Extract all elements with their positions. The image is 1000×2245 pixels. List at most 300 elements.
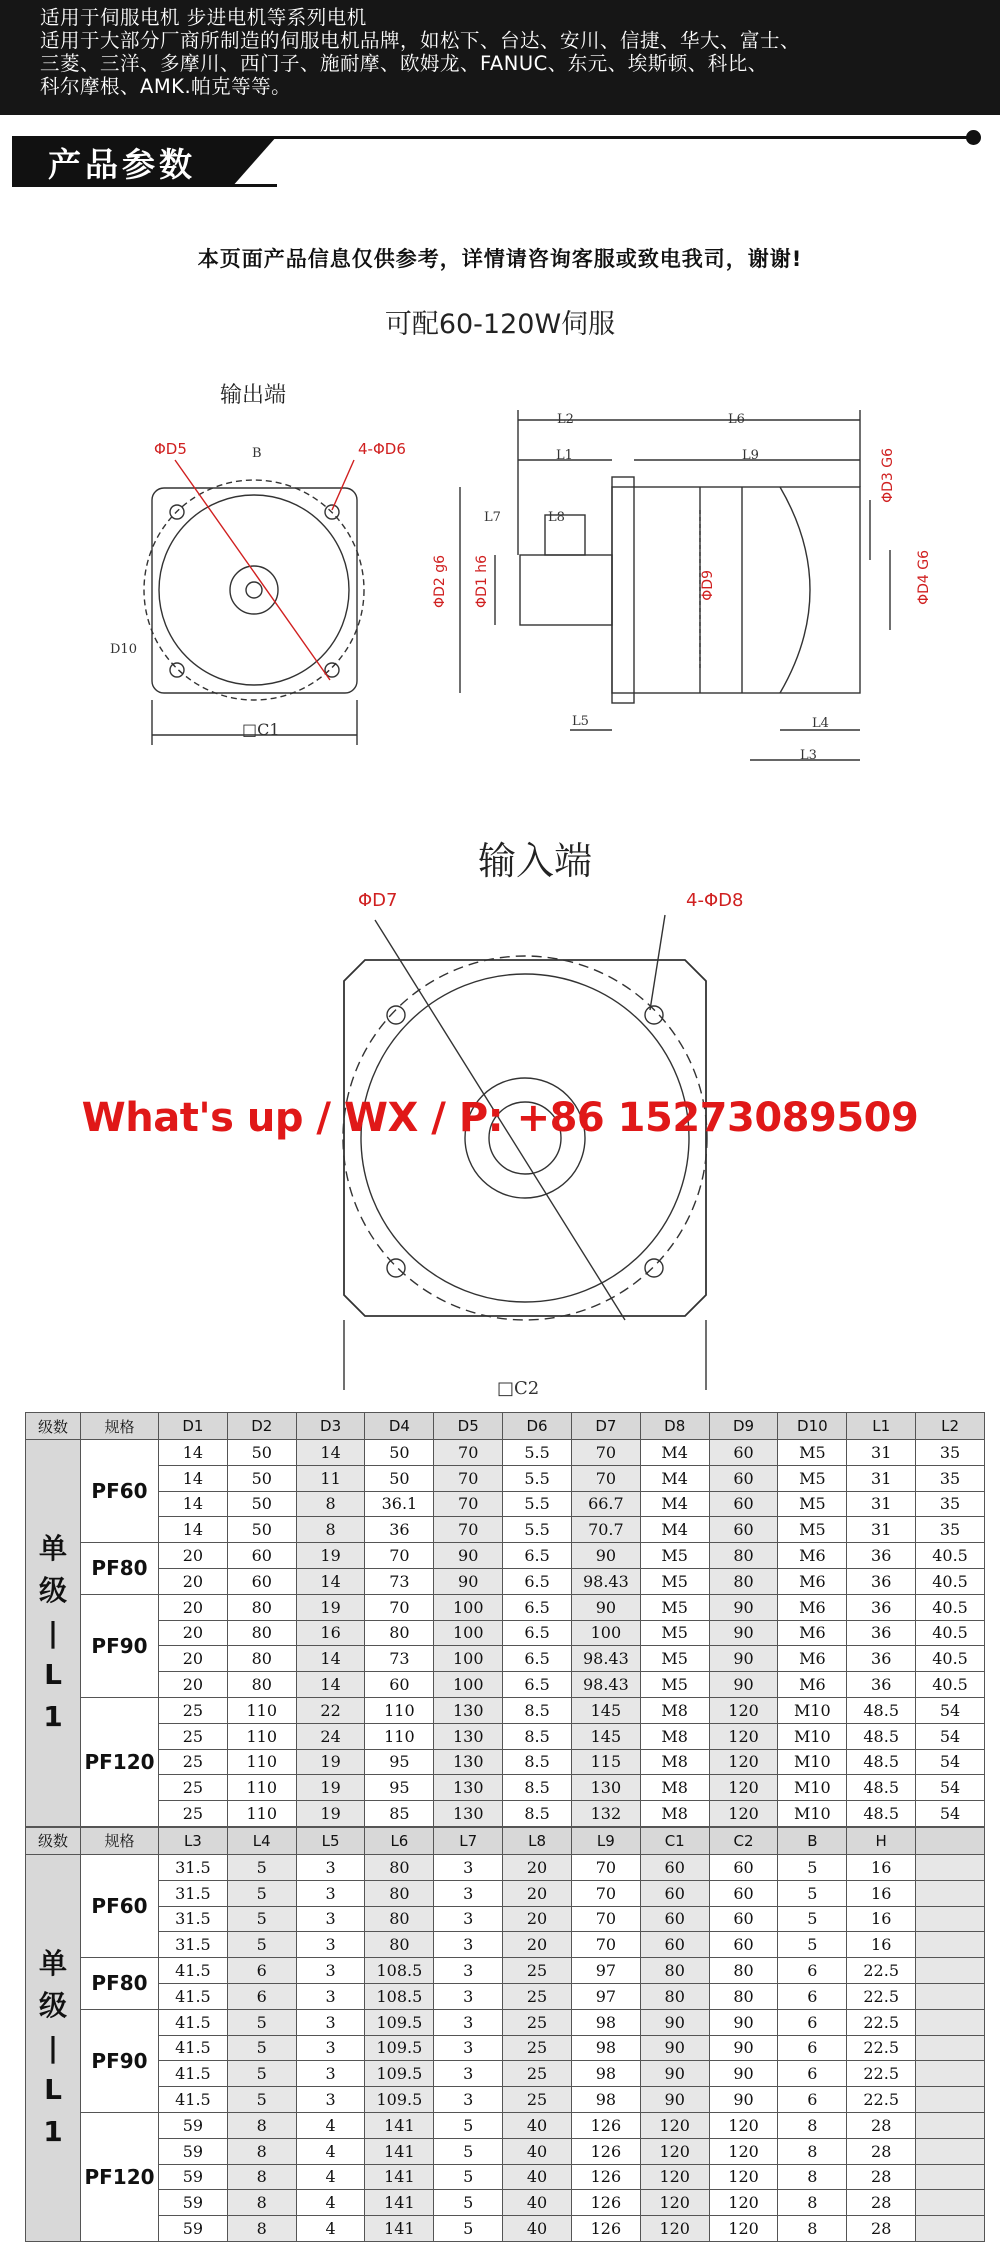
table-cell: 50	[365, 1465, 434, 1491]
table-cell: 8	[778, 2112, 847, 2138]
table-cell: 120	[709, 2164, 778, 2190]
table-cell: 3	[296, 2061, 365, 2087]
table-cell: 8	[227, 2190, 296, 2216]
table-cell: M6	[778, 1646, 847, 1672]
table-cell: 31	[847, 1465, 916, 1491]
table-cell: 98.43	[571, 1646, 640, 1672]
table-cell: 5	[434, 2216, 503, 2242]
table-cell: 126	[571, 2138, 640, 2164]
table-cell: 5	[227, 2035, 296, 2061]
d6-leader	[332, 460, 354, 510]
table-cell: 3	[296, 1983, 365, 2009]
table-cell: 8.5	[503, 1775, 572, 1801]
output-body-circle	[159, 495, 349, 685]
table-cell: 8	[227, 2112, 296, 2138]
table-cell: 70	[571, 1880, 640, 1906]
table-cell: 90	[709, 1620, 778, 1646]
column-header: L6	[365, 1827, 434, 1854]
table-row	[26, 1465, 985, 1491]
stage-label: 单 级 | L 1	[26, 1854, 81, 2241]
table-cell: 59	[159, 2190, 228, 2216]
table-cell: 16	[847, 1932, 916, 1958]
input-caption: 输入端	[478, 839, 593, 883]
table-cell: M10	[778, 1749, 847, 1775]
table-row	[26, 2061, 985, 2087]
column-header: D7	[571, 1413, 640, 1440]
table-cell: 98	[571, 2009, 640, 2035]
table-cell: 141	[365, 2112, 434, 2138]
table-cell: 8	[778, 2138, 847, 2164]
table-cell: 41.5	[159, 2061, 228, 2087]
table-cell	[916, 1854, 985, 1880]
table-cell: 6.5	[503, 1594, 572, 1620]
table-cell: 40	[503, 2138, 572, 2164]
table-cell	[916, 2164, 985, 2190]
label-l5: L5	[572, 714, 589, 729]
table-header-row	[26, 1413, 985, 1440]
table-row	[26, 1958, 985, 1984]
compatibility-subtitle: 可配60-120W伺服	[384, 309, 616, 340]
table-cell: 70	[434, 1465, 503, 1491]
table-cell: 40.5	[916, 1543, 985, 1569]
table-cell: 28	[847, 2190, 916, 2216]
table-cell: 60	[709, 1491, 778, 1517]
table-cell: 90	[709, 1646, 778, 1672]
table-cell: 80	[365, 1880, 434, 1906]
table-cell: 60	[640, 1906, 709, 1932]
label-d2: ΦD2 g6	[432, 555, 448, 608]
column-header: D8	[640, 1413, 709, 1440]
table-cell: M6	[778, 1672, 847, 1698]
table-cell: 120	[640, 2112, 709, 2138]
table-cell: 8	[296, 1491, 365, 1517]
label-d5: ΦD5	[154, 440, 187, 458]
table-cell: M4	[640, 1517, 709, 1543]
table-cell: 3	[434, 2061, 503, 2087]
table-cell: 70	[571, 1854, 640, 1880]
table-cell: M5	[640, 1543, 709, 1569]
table-cell: 130	[434, 1723, 503, 1749]
table-row	[26, 1697, 985, 1723]
table-cell: 19	[296, 1594, 365, 1620]
table-cell: 36	[847, 1672, 916, 1698]
column-header: 规格	[81, 1413, 159, 1440]
table-cell: 3	[434, 2009, 503, 2035]
table-cell: M6	[778, 1543, 847, 1569]
table-cell: M10	[778, 1697, 847, 1723]
table-cell: 3	[434, 1854, 503, 1880]
table-cell: 120	[640, 2138, 709, 2164]
table-cell: 48.5	[847, 1775, 916, 1801]
table-cell: M8	[640, 1723, 709, 1749]
table-cell: 8.5	[503, 1749, 572, 1775]
table-cell: 48.5	[847, 1697, 916, 1723]
table-cell: 3	[296, 1880, 365, 1906]
table-cell: 110	[227, 1775, 296, 1801]
output-pcd-circle	[144, 480, 364, 700]
side-shaft	[520, 555, 612, 625]
table-cell: 6	[778, 2061, 847, 2087]
table-row	[26, 2190, 985, 2216]
table-cell: 90	[640, 2061, 709, 2087]
table-cell: 54	[916, 1775, 985, 1801]
table-cell: 20	[159, 1646, 228, 1672]
table-cell: 70	[571, 1440, 640, 1466]
label-l6: L6	[728, 412, 745, 427]
table-cell: 120	[709, 1697, 778, 1723]
model-cell: PF90	[81, 2009, 159, 2112]
column-header: D6	[503, 1413, 572, 1440]
table-cell: 6.5	[503, 1568, 572, 1594]
table-cell: 6.5	[503, 1646, 572, 1672]
table-cell: 90	[434, 1568, 503, 1594]
table-cell: 35	[916, 1465, 985, 1491]
table-cell: 3	[434, 2087, 503, 2113]
table-cell: 70	[434, 1517, 503, 1543]
table-cell: 130	[434, 1749, 503, 1775]
table-cell: 97	[571, 1958, 640, 1984]
column-header: 级数	[26, 1827, 81, 1854]
label-l3: L3	[800, 748, 817, 763]
table-cell: 3	[296, 2087, 365, 2113]
column-header: B	[778, 1827, 847, 1854]
table-cell: 132	[571, 1801, 640, 1827]
table-cell: 60	[709, 1440, 778, 1466]
table-cell: 70	[571, 1465, 640, 1491]
table-cell: 8	[778, 2190, 847, 2216]
table-cell: 14	[159, 1491, 228, 1517]
spec-table-2	[25, 1827, 985, 2242]
table-row	[26, 1517, 985, 1543]
table-cell: 98.43	[571, 1568, 640, 1594]
table-cell: 28	[847, 2138, 916, 2164]
table-cell: 126	[571, 2190, 640, 2216]
table-cell: 5	[778, 1880, 847, 1906]
table-cell: 126	[571, 2164, 640, 2190]
table-cell: 80	[365, 1906, 434, 1932]
column-header: H	[847, 1827, 916, 1854]
table-cell: 54	[916, 1723, 985, 1749]
table-cell	[916, 2190, 985, 2216]
table-cell: 41.5	[159, 1983, 228, 2009]
table-cell: 60	[709, 1465, 778, 1491]
table-cell: 80	[365, 1932, 434, 1958]
table-cell: 80	[640, 1958, 709, 1984]
table-cell: 80	[365, 1854, 434, 1880]
table-cell: 100	[434, 1594, 503, 1620]
table-cell: 6.5	[503, 1543, 572, 1569]
table-cell: 60	[227, 1568, 296, 1594]
table-cell: 120	[709, 2190, 778, 2216]
table-cell: 6	[778, 2009, 847, 2035]
table-cell: 110	[227, 1749, 296, 1775]
table-cell: 3	[434, 1880, 503, 1906]
table-cell: 3	[434, 1958, 503, 1984]
table-cell: M10	[778, 1775, 847, 1801]
table-cell: 50	[227, 1465, 296, 1491]
table-cell: 60	[709, 1517, 778, 1543]
output-center-circle	[246, 582, 262, 598]
table-cell: 19	[296, 1543, 365, 1569]
table-cell: 31	[847, 1491, 916, 1517]
table-cell: 120	[709, 1801, 778, 1827]
table-cell: 120	[709, 2138, 778, 2164]
table-cell: 108.5	[365, 1983, 434, 2009]
table-cell: 80	[709, 1983, 778, 2009]
table-cell	[916, 2087, 985, 2113]
table-cell: 70	[571, 1906, 640, 1932]
table-cell: 120	[709, 2216, 778, 2242]
table-cell: 120	[640, 2190, 709, 2216]
table-cell: 3	[434, 1932, 503, 1958]
table-cell: 24	[296, 1723, 365, 1749]
table-cell: 90	[709, 2009, 778, 2035]
table-cell: 20	[503, 1880, 572, 1906]
table-cell: 60	[227, 1543, 296, 1569]
table-cell: 48.5	[847, 1749, 916, 1775]
table-cell: 8	[227, 2138, 296, 2164]
label-b: B	[252, 446, 262, 461]
column-header: 规格	[81, 1827, 159, 1854]
table-cell: 3	[434, 2035, 503, 2061]
table-cell: 3	[434, 1906, 503, 1932]
table-cell: 14	[159, 1517, 228, 1543]
table-cell: 110	[227, 1723, 296, 1749]
table-cell: 70	[365, 1543, 434, 1569]
table-cell: 36	[365, 1517, 434, 1543]
table-row	[26, 1568, 985, 1594]
table-cell: 120	[709, 2112, 778, 2138]
table-cell: 14	[296, 1568, 365, 1594]
table-cell: 110	[365, 1697, 434, 1723]
table-cell: 5.5	[503, 1465, 572, 1491]
table-cell: 120	[709, 1775, 778, 1801]
table-cell: 5	[227, 2087, 296, 2113]
table-cell: 40.5	[916, 1646, 985, 1672]
table-cell: 8.5	[503, 1697, 572, 1723]
table-cell: M4	[640, 1440, 709, 1466]
table-row	[26, 1491, 985, 1517]
section-title: 产品参数	[48, 145, 196, 184]
table-cell: M5	[640, 1620, 709, 1646]
spec-table-1	[25, 1412, 985, 1827]
table-cell: 40.5	[916, 1672, 985, 1698]
column-header: L2	[916, 1413, 985, 1440]
d8-leader	[650, 915, 665, 1010]
table-header-row	[26, 1827, 985, 1854]
table-cell: 95	[365, 1775, 434, 1801]
table-cell: 14	[296, 1646, 365, 1672]
table-cell: 36	[847, 1568, 916, 1594]
table-cell	[916, 1958, 985, 1984]
model-cell: PF80	[81, 1543, 159, 1595]
table-cell: 31	[847, 1440, 916, 1466]
table-cell: 40.5	[916, 1568, 985, 1594]
model-cell: PF80	[81, 1958, 159, 2010]
table-cell: 80	[640, 1983, 709, 2009]
section-header	[0, 122, 1000, 194]
column-header: L1	[847, 1413, 916, 1440]
table-cell: M5	[778, 1440, 847, 1466]
table-cell: 90	[640, 2009, 709, 2035]
table-cell: 48.5	[847, 1723, 916, 1749]
table-cell: M5	[778, 1465, 847, 1491]
label-d3: ΦD3 G6	[880, 448, 896, 503]
output-bolt-hole	[170, 663, 184, 677]
table-cell: 6	[227, 1983, 296, 2009]
table-cell: 3	[296, 1958, 365, 1984]
column-header: D10	[778, 1413, 847, 1440]
table-cell: 8	[296, 1517, 365, 1543]
stage-label: 单 级 | L 1	[26, 1440, 81, 1827]
table-cell: 90	[571, 1594, 640, 1620]
table-cell: 120	[640, 2216, 709, 2242]
table-cell	[916, 1906, 985, 1932]
table-row	[26, 1646, 985, 1672]
table-cell: M5	[778, 1491, 847, 1517]
table-cell: 130	[434, 1697, 503, 1723]
table-cell: 70	[434, 1440, 503, 1466]
table-cell: 6	[778, 1983, 847, 2009]
table-cell: 36	[847, 1594, 916, 1620]
table-cell: 5.5	[503, 1491, 572, 1517]
table-cell: 130	[571, 1775, 640, 1801]
table-cell: 40.5	[916, 1620, 985, 1646]
column-header: L4	[227, 1827, 296, 1854]
table-row	[26, 1672, 985, 1698]
table-cell: 59	[159, 2164, 228, 2190]
label-d7: ΦD7	[358, 890, 398, 911]
table-cell: 85	[365, 1801, 434, 1827]
table-cell: 28	[847, 2216, 916, 2242]
table-cell: 19	[296, 1801, 365, 1827]
table-cell: 36.1	[365, 1491, 434, 1517]
table-cell: 3	[434, 1983, 503, 2009]
table-cell: M6	[778, 1620, 847, 1646]
table-cell: 97	[571, 1983, 640, 2009]
table-cell: 3	[296, 2035, 365, 2061]
technical-drawing	[0, 360, 1000, 1400]
table-cell: 109.5	[365, 2087, 434, 2113]
table-cell: 25	[503, 1983, 572, 2009]
table-cell: 60	[709, 1854, 778, 1880]
table-cell: M8	[640, 1697, 709, 1723]
table-row	[26, 1983, 985, 2009]
table-cell: 25	[159, 1775, 228, 1801]
table-cell: 8.5	[503, 1723, 572, 1749]
table-cell: 22.5	[847, 2009, 916, 2035]
table-cell: 31	[847, 1517, 916, 1543]
model-cell: PF60	[81, 1440, 159, 1543]
table-cell: 90	[709, 2061, 778, 2087]
table-cell: 16	[847, 1854, 916, 1880]
table-row	[26, 1620, 985, 1646]
table-cell: 41.5	[159, 2035, 228, 2061]
column-header: L5	[296, 1827, 365, 1854]
table-cell: 4	[296, 2164, 365, 2190]
table-cell: 4	[296, 2112, 365, 2138]
table-cell: 25	[159, 1801, 228, 1827]
table-cell: 20	[159, 1594, 228, 1620]
table-row	[26, 1543, 985, 1569]
table-cell: 73	[365, 1568, 434, 1594]
label-d10: D10	[110, 642, 137, 657]
table-cell: 41.5	[159, 1958, 228, 1984]
table-cell: 41.5	[159, 2009, 228, 2035]
table-cell: 110	[227, 1801, 296, 1827]
label-l8: L8	[548, 510, 565, 525]
table-cell: 141	[365, 2190, 434, 2216]
table-cell: 16	[847, 1906, 916, 1932]
table-cell: 5	[227, 2009, 296, 2035]
table-cell: 59	[159, 2216, 228, 2242]
column-header: D4	[365, 1413, 434, 1440]
table-row	[26, 2138, 985, 2164]
table-cell	[916, 2035, 985, 2061]
table-cell: 14	[296, 1672, 365, 1698]
table-cell: 19	[296, 1775, 365, 1801]
table-cell: 108.5	[365, 1958, 434, 1984]
table-cell: 25	[503, 2061, 572, 2087]
column-header: C2	[709, 1827, 778, 1854]
table-cell: 130	[434, 1775, 503, 1801]
table-cell: 5	[434, 2138, 503, 2164]
table-row	[26, 1594, 985, 1620]
table-cell: 4	[296, 2138, 365, 2164]
table-cell: 20	[159, 1543, 228, 1569]
table-cell: M5	[640, 1672, 709, 1698]
table-cell: 54	[916, 1697, 985, 1723]
table-cell: 3	[296, 1854, 365, 1880]
table-row	[26, 1854, 985, 1880]
input-bolt-hole	[645, 1259, 663, 1277]
model-cell: PF120	[81, 2112, 159, 2241]
table-cell: 100	[434, 1646, 503, 1672]
table-row	[26, 1440, 985, 1466]
table-cell: 48.5	[847, 1801, 916, 1827]
table-cell: 20	[159, 1620, 228, 1646]
table-cell: 31.5	[159, 1906, 228, 1932]
table-cell: 70	[571, 1932, 640, 1958]
table-cell: 14	[159, 1440, 228, 1466]
table-cell: 80	[227, 1646, 296, 1672]
table-cell: 109.5	[365, 2009, 434, 2035]
table-cell: 20	[159, 1672, 228, 1698]
table-row	[26, 1906, 985, 1932]
table-cell: 6.5	[503, 1620, 572, 1646]
table-cell: 28	[847, 2164, 916, 2190]
table-cell: 31.5	[159, 1854, 228, 1880]
table-cell: 25	[159, 1723, 228, 1749]
model-cell: PF120	[81, 1697, 159, 1826]
table-cell: 80	[709, 1543, 778, 1569]
table-row	[26, 1932, 985, 1958]
table-cell: 145	[571, 1697, 640, 1723]
table-cell: 25	[503, 2009, 572, 2035]
table-cell: 6	[778, 2087, 847, 2113]
table-cell: 20	[159, 1568, 228, 1594]
table-cell: 90	[640, 2087, 709, 2113]
column-header: L8	[503, 1827, 572, 1854]
table-cell: 6.5	[503, 1672, 572, 1698]
table-cell	[916, 2061, 985, 2087]
output-flange-outline	[152, 488, 357, 693]
table-row	[26, 2087, 985, 2113]
table-cell: 31.5	[159, 1880, 228, 1906]
banner-line: 适用于大部分厂商所制造的伺服电机品牌，如松下、台达、安川、信捷、华大、富士、	[40, 29, 801, 52]
table-row	[26, 1749, 985, 1775]
table-cell: 4	[296, 2216, 365, 2242]
